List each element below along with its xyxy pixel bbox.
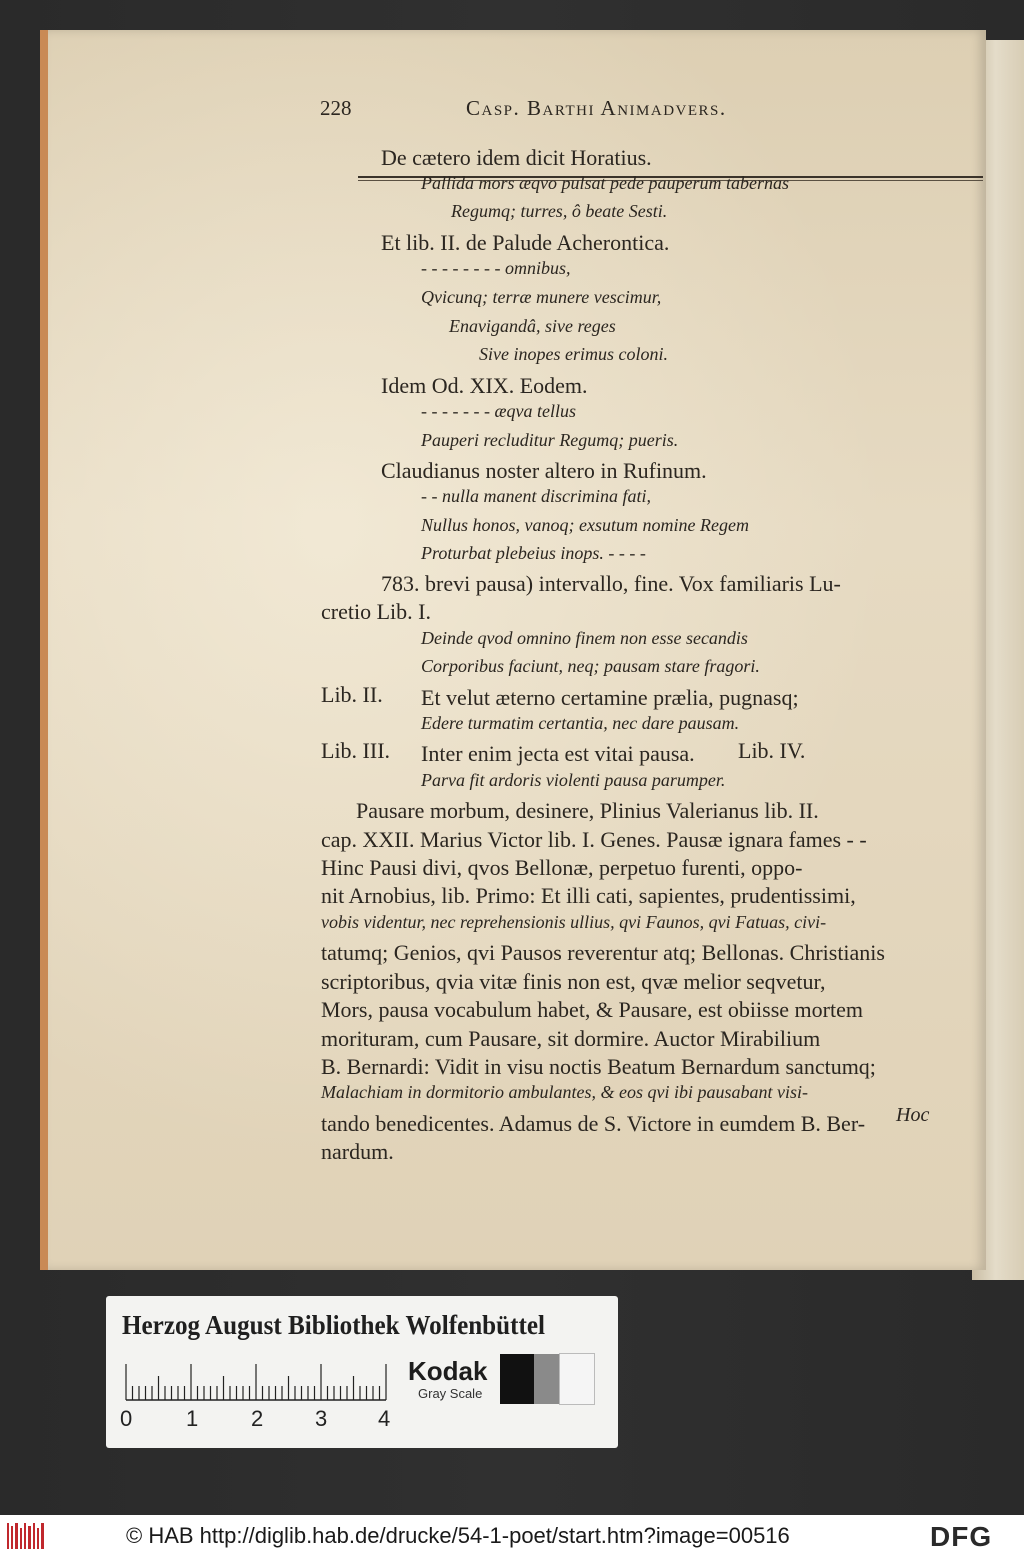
line-tail: Lib. IV. [738, 738, 806, 763]
text-line: Et lib. II. de Palude Acherontica. [381, 230, 670, 255]
text-line: vobis videntur, nec reprehensionis ullius, qvi Faunos, qvi Fatuas, civi- [321, 912, 827, 932]
text-line: Pauperi recluditur Regumq; pueris. [421, 430, 679, 450]
text-line: - - - - - - - - omnibus, [421, 258, 571, 278]
ruler-label: 2 [251, 1406, 264, 1431]
book-page [40, 30, 986, 1270]
text-line: nardum. [321, 1139, 394, 1164]
ruler-label: 3 [315, 1406, 328, 1431]
text-line: Idem Od. XIX. Eodem. [381, 373, 588, 398]
text-line: Claudianus noster altero in Rufinum. [381, 458, 707, 483]
text-line: Sive inopes erimus coloni. [479, 344, 668, 364]
margin-label: Lib. III. [321, 738, 391, 763]
color-checker-card [106, 1296, 618, 1448]
catchword: Hoc [896, 1104, 930, 1126]
text-line: Pallida mors æqvo pulsat pede pauperum tabernas [421, 173, 789, 193]
text-line: - - nulla manent discrimina fati, [421, 486, 651, 506]
text-line: Inter enim jecta est vitai pausa. [421, 741, 695, 766]
text-line: Malachiam in dormitorio ambulantes, & eos qvi ibi pausabant visi- [321, 1082, 808, 1102]
text-line: cretio Lib. I. [321, 599, 431, 624]
text-line: Nullus honos, vanoq; exsutum nomine Regem [421, 515, 749, 535]
text-line: Corporibus faciunt, neq; pausam stare fragori. [421, 656, 760, 676]
footer-bar [0, 1515, 1024, 1557]
text-line: tando benedicentes. Adamus de S. Victore in eumdem B. Ber- [321, 1111, 866, 1136]
running-head: Casp. Barthi Animadvers. [466, 96, 727, 120]
kodak-logo: Kodak [408, 1356, 488, 1386]
card-title: Herzog August Bibliothek Wolfenbüttel [122, 1310, 545, 1340]
swatch-gray [534, 1354, 560, 1404]
ruler-label: 1 [186, 1406, 199, 1431]
text-line: morituram, cum Pausare, sit dormire. Auctor Mirabilium [321, 1026, 821, 1051]
text-line: Regumq; turres, ô beate Sesti. [451, 201, 668, 221]
text-line: Proturbat plebeius inops. - - - - [421, 543, 646, 563]
text-line: Deinde qvod omnino finem non esse secandis [421, 628, 748, 648]
text-line: De cætero idem dicit Horatius. [381, 145, 652, 170]
text-line: nit Arnobius, lib. Primo: Et illi cati, sapientes, prudentissimi, [321, 883, 856, 908]
source-link[interactable]: © HAB http://diglib.hab.de/drucke/54-1-poet/start.htm?image=00516 [126, 1523, 790, 1548]
gray-scale-label: Gray Scale [418, 1386, 483, 1401]
swatch-white [560, 1354, 594, 1404]
page-number: 228 [320, 96, 352, 120]
swatch-black [500, 1354, 534, 1404]
text-line: - - - - - - - æqva tellus [421, 401, 576, 421]
dfg-logo: DFG [930, 1521, 993, 1552]
text-line: B. Bernardi: Vidit in visu noctis Beatum Bernardum sanctumq; [321, 1054, 876, 1079]
text-line: Parva fit ardoris violenti pausa parumper. [421, 770, 726, 790]
text-line: Hinc Pausi divi, qvos Bellonæ, perpetuo furenti, oppo- [321, 855, 803, 880]
text-line: scriptoribus, qvia vitæ finis non est, qvæ melior seqvetur, [321, 969, 826, 994]
text-line: 783. brevi pausa) intervallo, fine. Vox familiaris Lu- [381, 571, 841, 596]
hab-barcode-icon [6, 1521, 48, 1551]
text-line: cap. XXII. Marius Victor lib. I. Genes. Pausæ ignara fames - - [321, 827, 867, 852]
margin-label: Lib. II. [321, 682, 383, 707]
text-line: Enavigandâ, sive reges [449, 316, 616, 336]
ruler-label: 4 [378, 1406, 391, 1431]
ruler-scale [124, 1362, 388, 1402]
text-line: Mors, pausa vocabulum habet, & Pausare, est obiisse mortem [321, 997, 863, 1022]
text-line: Pausare morbum, desinere, Plinius Valerianus lib. II. [356, 798, 819, 823]
text-line: Qvicunq; terræ munere vescimur, [421, 287, 662, 307]
ruler-label: 0 [120, 1406, 133, 1431]
text-line: tatumq; Genios, qvi Pausos reverentur atq; Bellonas. Christianis [321, 940, 885, 965]
text-line: Edere turmatim certantia, nec dare pausam. [421, 713, 740, 733]
text-line: Et velut æterno certamine prælia, pugnasq; [421, 685, 799, 710]
